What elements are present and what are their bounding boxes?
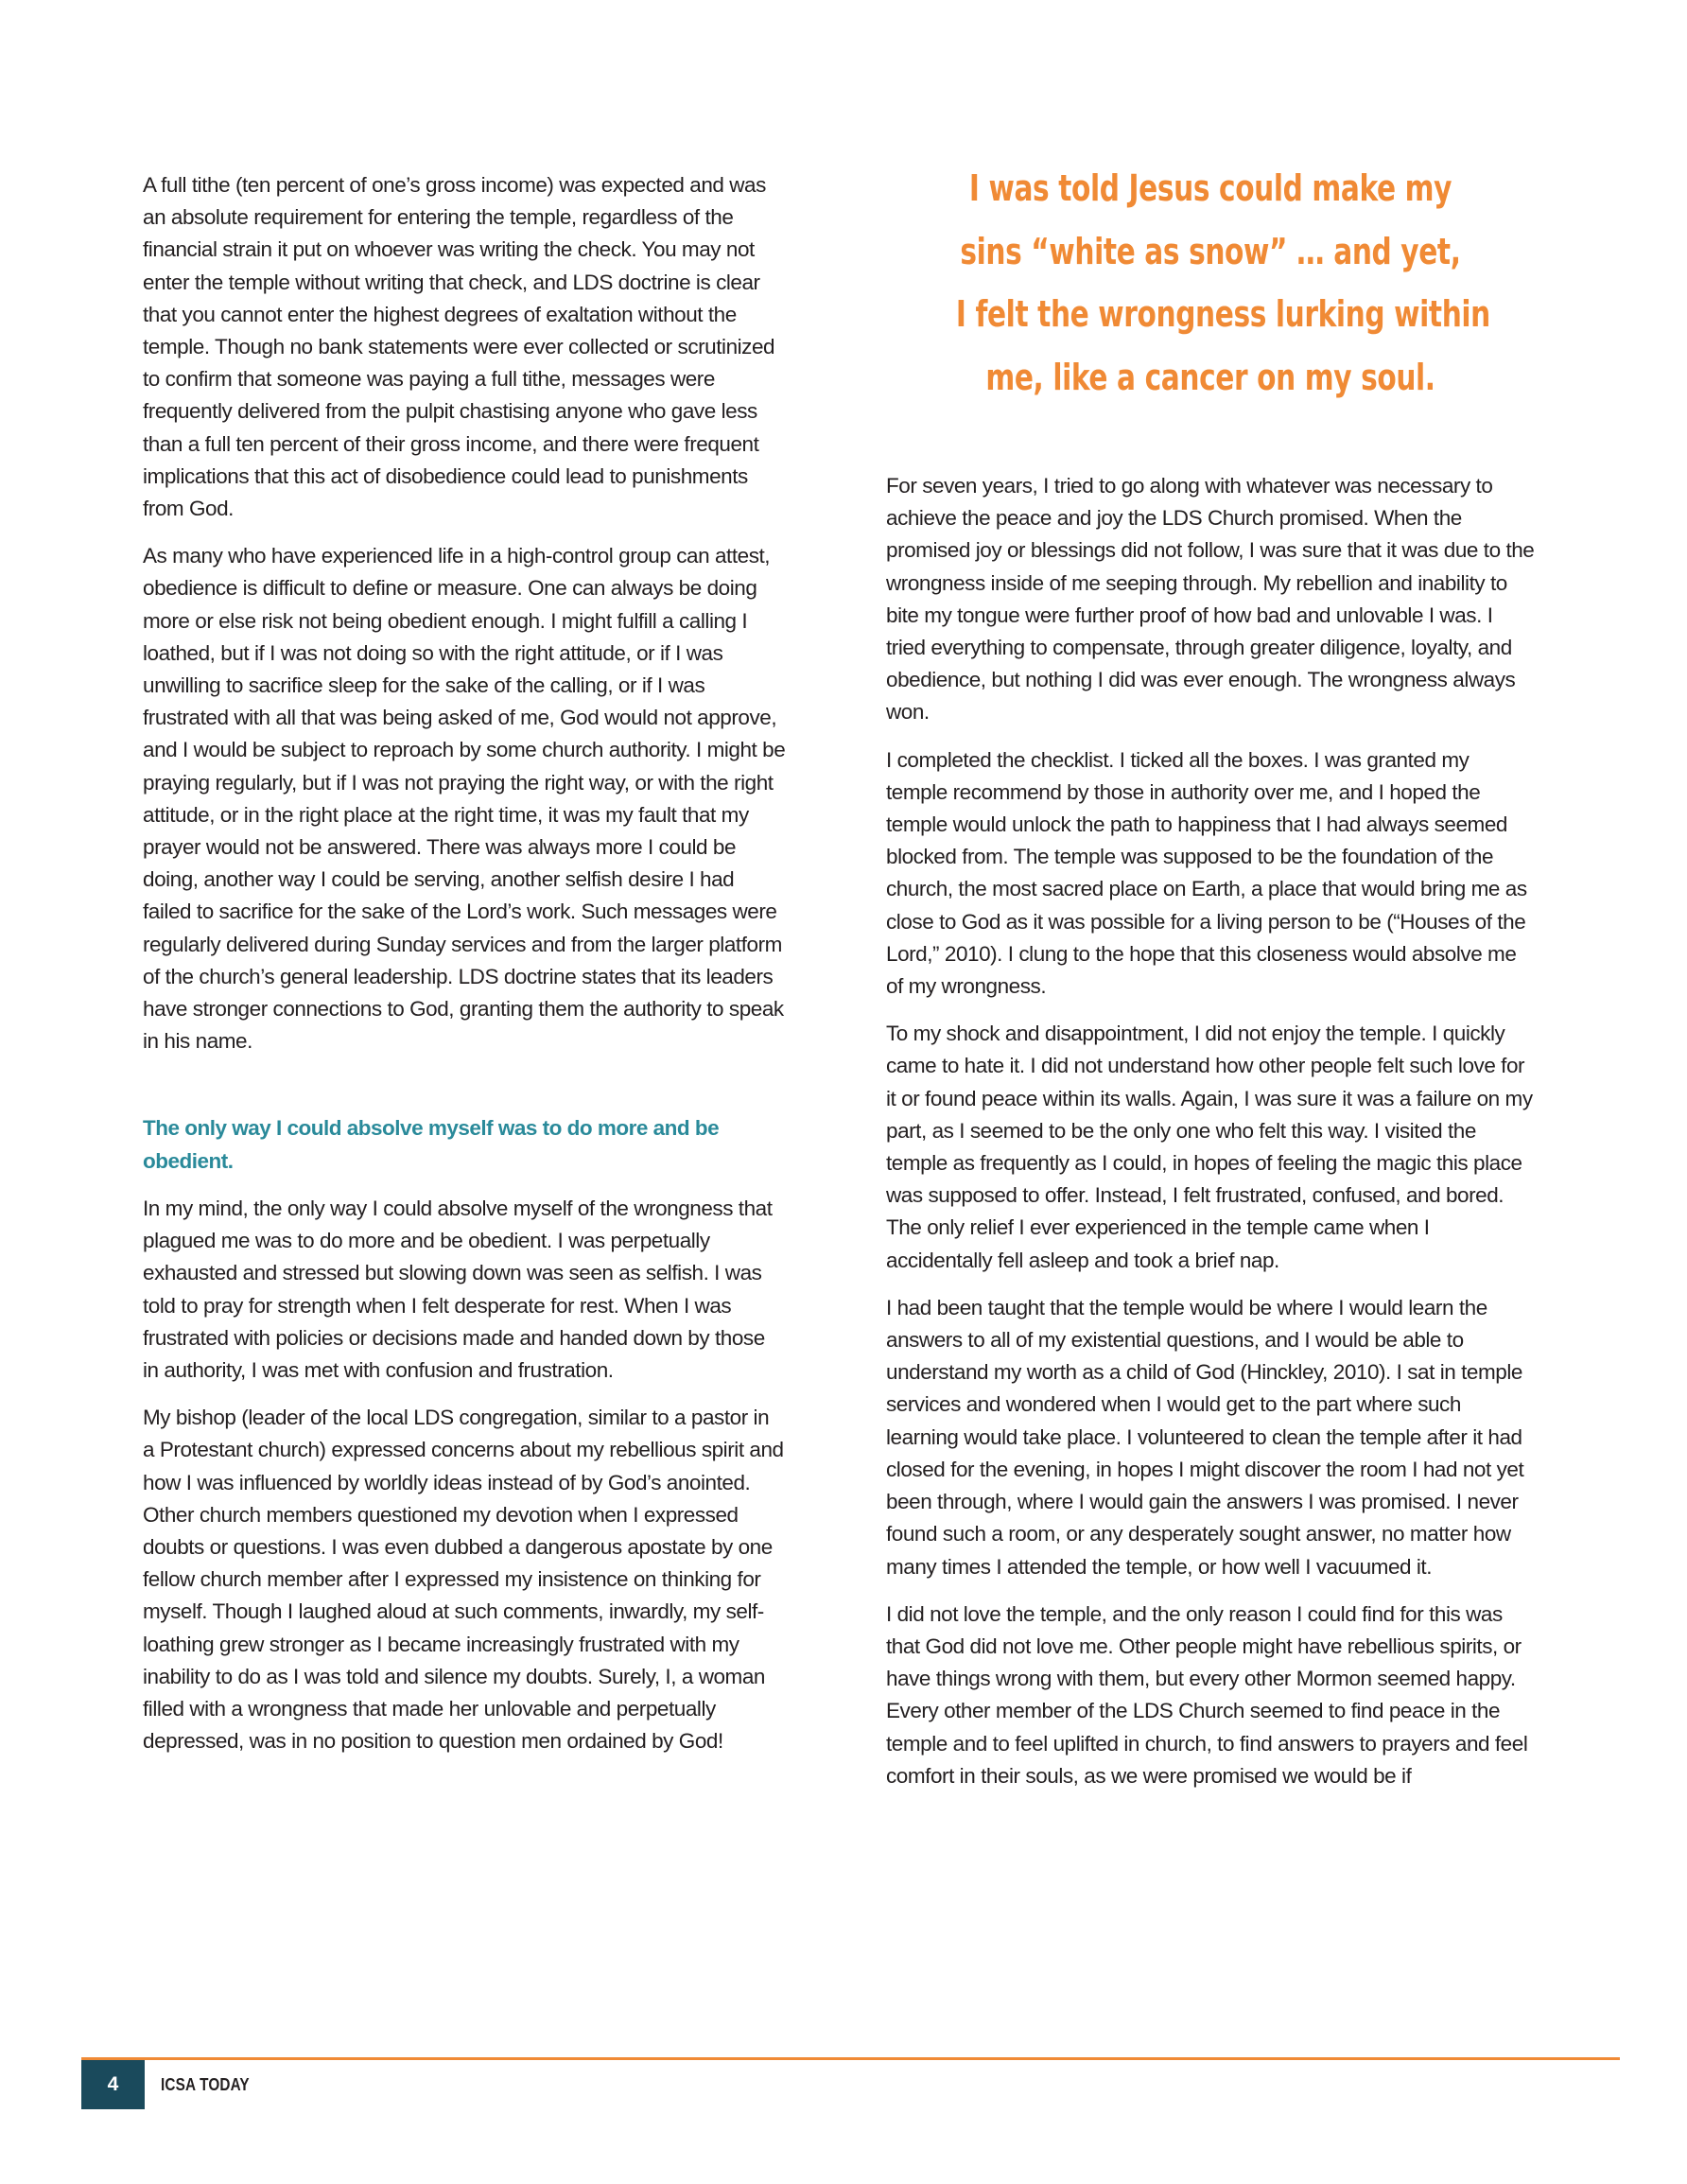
pull-quote-line: I felt the wrongness lurking within (955, 293, 1490, 335)
pull-quote-line: me, like a cancer on my soul. (985, 356, 1435, 398)
paragraph-absolve: In my mind, the only way I could absolve myself of the wrongness that plagued me was to do more and be obedient. I was perpetually exhausted and stressed but slowing down was seen as selfish. I was told to pray for strength when I felt desperate for rest. When I was frustrated with policies or decisions made and handed down by those in authority, I was met with confusion and frustration. (143, 1196, 773, 1382)
paragraph-obedience: As many who have experienced life in a high-control group can attest, obedience is difficult to define or measure. One can always be doing more or else risk not being obedient enough. I might fulfill a calling I loathed, but if I was not doing so with the right attitude, or if I was unwilling to sacrifice sleep for the sake of the calling, or if I was frustrated with all that was being asked of me, God would not approve, and I would be subject to reproach by some church authority. I might be praying regularly, but if I was not praying the right way, or with the right attitude, or in the right place at the right time, it was my fault that my prayer would not be answered. There was always more I could be doing, another way I could be serving, another selfish desire I had failed to sacrifice for the sake of the Lord’s work. Such messages were regularly delivered during Sunday services and from the larger platform of the church’s general leadership. LDS doctrine states that its leaders have stronger connections to God, granting them the authority to speak in his name. (143, 544, 786, 1054)
footer-divider (81, 2057, 1620, 2060)
page-number-badge (81, 2060, 145, 2109)
pull-quote (955, 157, 1490, 409)
left-column (143, 169, 786, 1773)
paragraph-seven-years: For seven years, I tried to go along with whatever was necessary to achieve the peace and joy the LDS Church promised. When the promised joy or blessings did not follow, I was sure that it was due to the wrongness inside of me seeping through. My rebellion and inability to bite my tongue were further proof of how bad and unlovable I was. I tried everything to compensate, through greater diligence, loyalty, and obedience, but nothing I did was ever enough. The wrongness always won. (886, 474, 1535, 725)
pull-quote-line: I was told Jesus could make my (968, 167, 1452, 209)
right-column (886, 470, 1535, 1808)
paragraph-shock: To my shock and disappointment, I did not enjoy the temple. I quickly came to hate it. I did not understand how other people felt such love for it or found peace within its walls. Again, I was sure it was a failure on my part, as I seemed to be the only one who felt this way. I visited the temple as frequently as I could, in hopes of feeling the magic this place was supposed to offer. Instead, I felt frustrated, confused, and bored. The only relief I ever experienced in the temple came when I accidentally fell asleep and took a brief nap. (886, 1022, 1533, 1272)
paragraph-did-not-love: I did not love the temple, and the only reason I could find for this was that God did not love me. Other people might have rebellious spirits, or have things wrong with them, but every other Mormon seemed happy. Every other member of the LDS Church seemed to find peace in the temple and to feel uplifted in church, to find answers to prayers and feel comfort in their souls, as we were promised we would be if (886, 1601, 1528, 1788)
paragraph-tithe: A full tithe (ten percent of one’s gross income) was expected and was an absolute requirement for entering the temple, regardless of the financial strain it put on whoever was writing the check. You may not enter the temple without writing that check, and LDS doctrine is clear that you cannot enter the highest degrees of exaltation without the temple. Though no bank statements were ever collected or scrutinized to confirm that someone was paying a full tithe, messages were frequently delivered from the pulpit chastising anyone who gave less than a full ten percent of their gross income, and there were frequent implications that this act of disobedience could lead to punishments from God. (143, 173, 775, 521)
page-number: 4 (107, 2073, 119, 2095)
publication-title: ICSA TODAY (161, 2075, 250, 2094)
section-heading: The only way I could absolve myself was to do more and be obedient. (143, 1116, 720, 1173)
pull-quote-line: sins “white as snow” … and yet, (960, 230, 1461, 272)
paragraph-taught: I had been taught that the temple would be where I would learn the answers to all of my existential questions, and I would be able to understand my worth as a child of God (Hinckley, 2010). I sat in temple services and wondered when I would get to the part where such learning would take place. I volunteered to clean the temple after it had closed for the evening, in hopes I might discover the room I had not yet been through, where I would gain the answers I was promised. I never found such a room, or any desperately sought answer, no matter how many times I attended the temple, or how well I vacuumed it. (886, 1295, 1524, 1579)
paragraph-checklist: I completed the checklist. I ticked all the boxes. I was granted my temple recommend by those in authority over me, and I hoped the temple would unlock the path to happiness that I had always seemed blocked from. The temple was supposed to be the foundation of the church, the most sacred place on Earth, a place that would bring me as close to God as it was possible for a living person to be (“Houses of the Lord,” 2010). I clung to the hope that this closeness would absolve me of my wrongness. (886, 747, 1527, 999)
paragraph-bishop: My bishop (leader of the local LDS congregation, similar to a pastor in a Protestant church) expressed concerns about my rebellious spirit and how I was influenced by worldly ideas instead of by God’s anointed. Other church members questioned my devotion when I expressed doubts or questions. I was even dubbed a dangerous apostate by one fellow church member after I expressed my insistence on thinking for myself. Though I laughed aloud at such comments, inwardly, my self-loathing grew stronger as I became increasingly frustrated with my inability to do as I was told and silence my doubts. Surely, I, a woman filled with a wrongness that made her unlovable and perpetually depressed, was in no position to question men ordained by God! (143, 1406, 784, 1754)
